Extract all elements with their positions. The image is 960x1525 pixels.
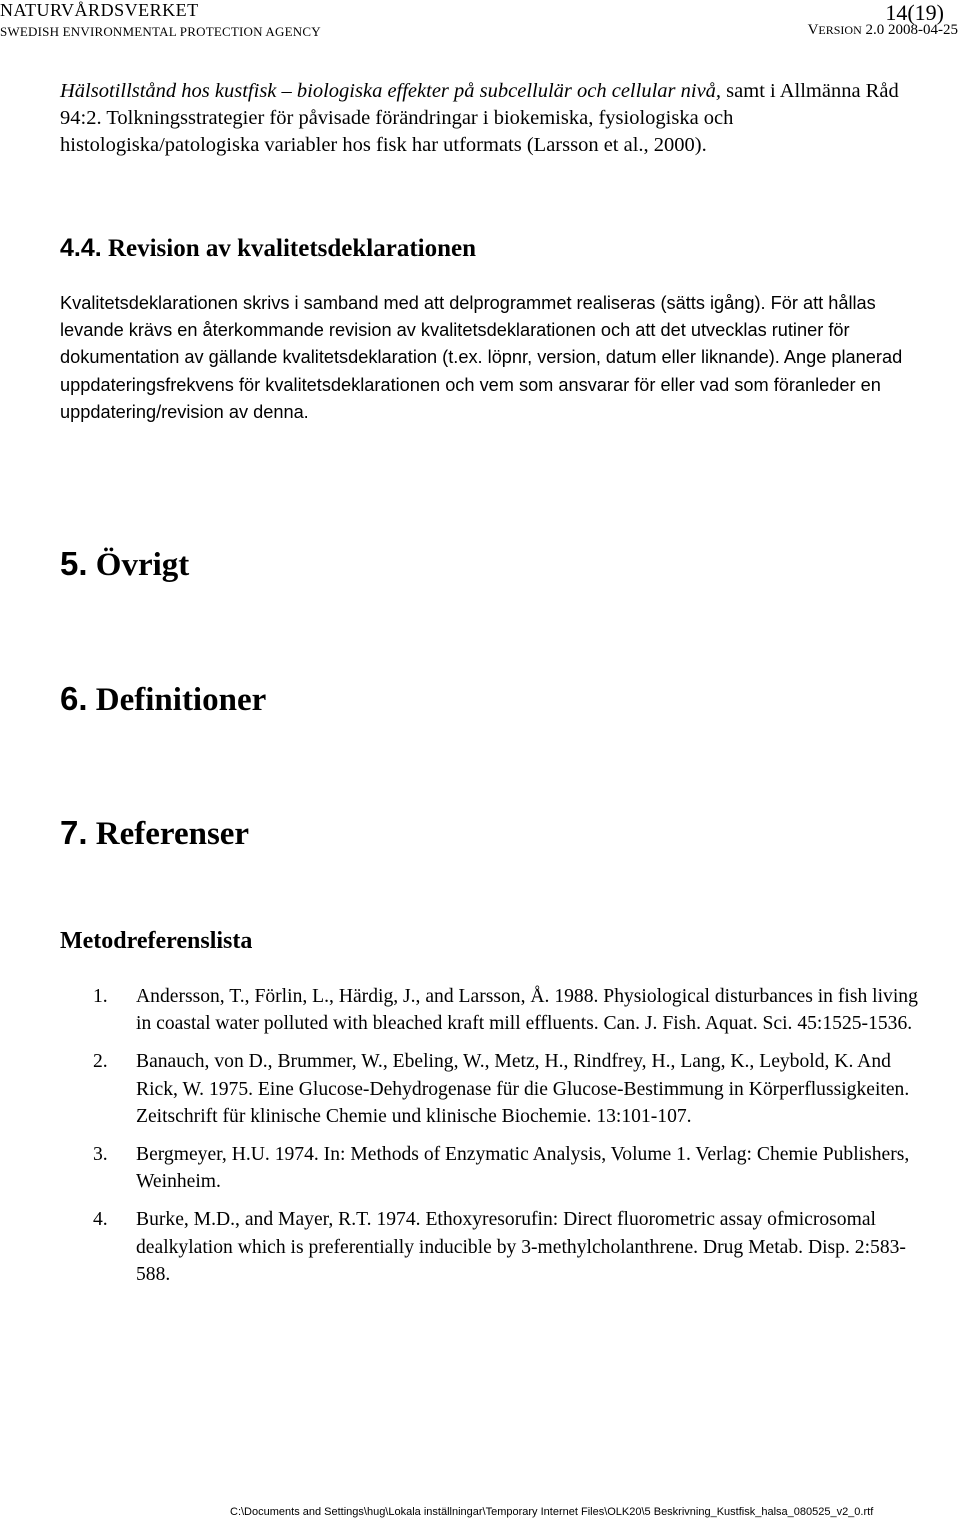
reference-item (60, 983, 930, 1037)
reference-list (60, 983, 930, 1299)
version-date (808, 22, 958, 39)
intro-paragraph (60, 78, 920, 160)
reference-text: Banauch, von D., Brummer, W., Ebeling, W., Metz, H., Rindfrey, H., Lang, K., Leybold, K. And Rick, W. 1975. Eine Glucose-Dehydrogenase für die Glucose-Bestimmung in Körperflussigkeiten. Zeitschrift für klinische Chemie und klinische Biochemie. 13:101-107. (136, 1051, 910, 1127)
section-4-4-body: Kvalitetsdeklarationen skrivs i samband med att delprogrammet realiseras (sätts igång). För att hållas levande krävs en återkommande revision av kvalitetsdeklarationen och att det utvecklas rutiner för dokumentation av gällande kvalitetsdeklaration (t.ex. löpnr, version, datum eller liknande). Ange planerad uppdateringsfrekvens för kvalitetsdeklarationen och vem som ansvarar för eller vad som föranleder en uppdatering/revision av denna. (60, 293, 903, 422)
section-4-4-heading (60, 234, 476, 263)
intro-text: samt i Allmänna Råd 94:2. Tolkningsstrategier för påvisade förändringar i biokemiska, fysiologiska och histologiska/patologiska variabler hos fisk har utformats (Larsson et al., 2000). (60, 80, 899, 157)
section-6-heading (60, 680, 266, 719)
section-5-heading (60, 545, 189, 584)
section-number: 5. (60, 545, 88, 582)
reference-number: 3. (93, 1144, 108, 1166)
reference-number: 2. (93, 1051, 108, 1073)
section-number: 6. (60, 680, 88, 717)
reference-item (60, 1048, 930, 1130)
reference-number: 1. (93, 986, 108, 1007)
agency-name-english: SWEDISH ENVIRONMENTAL PROTECTION AGENCY (0, 24, 321, 39)
section-title: Övrigt (87, 547, 190, 583)
section-number: 4.4. (60, 234, 102, 262)
agency-name-swedish: NATURVÅRDSVERKET (0, 0, 199, 20)
section-7-heading (60, 814, 249, 853)
page-number: 14(19) (885, 0, 944, 25)
section-title: Revision av kvalitetsdeklarationen (101, 235, 477, 262)
version-prefix: V (807, 22, 819, 38)
footer-file-path: C:\Documents and Settings\hug\Lokala inställningar\Temporary Internet Files\OLK20\5 Beskrivning_Kustfisk_halsa_080525_v2_0.rtf (230, 1506, 874, 1518)
reference-text: Bergmeyer, H.U. 1974. In: Methods of Enzymatic Analysis, Volume 1. Verlag: Chemie Publishers, Weinheim. (136, 1144, 910, 1193)
section-title: Referenser (87, 816, 250, 852)
reference-text: Burke, M.D., and Mayer, R.T. 1974. Ethoxyresorufin: Direct fluorometric assay ofmicrosomal dealkylation which is preferentially inducible by 3-methylcholanthrene. Drug Metab. Disp. 2:583-588. (136, 1209, 906, 1285)
reference-item (60, 1206, 930, 1288)
version-word: ERSION (818, 23, 862, 37)
section-title: Definitioner (87, 682, 267, 718)
method-references-heading: Metodreferenslista (60, 928, 253, 954)
version-value: 2.0 2008-04-25 (861, 22, 958, 38)
reference-number: 4. (93, 1209, 108, 1231)
reference-item (60, 1141, 930, 1195)
section-number: 7. (60, 814, 88, 851)
intro-italic-title: Hälsotillstånd hos kustfisk – biologiska effekter på subcellulär och cellular nivå, (60, 80, 722, 102)
reference-text: Andersson, T., Förlin, L., Härdig, J., and Larsson, Å. 1988. Physiological disturbances in fish living in coastal water polluted with bleached kraft mill effluents. Can. J. Fish. Aquat. Sci. 45:1525-1536. (136, 986, 918, 1035)
